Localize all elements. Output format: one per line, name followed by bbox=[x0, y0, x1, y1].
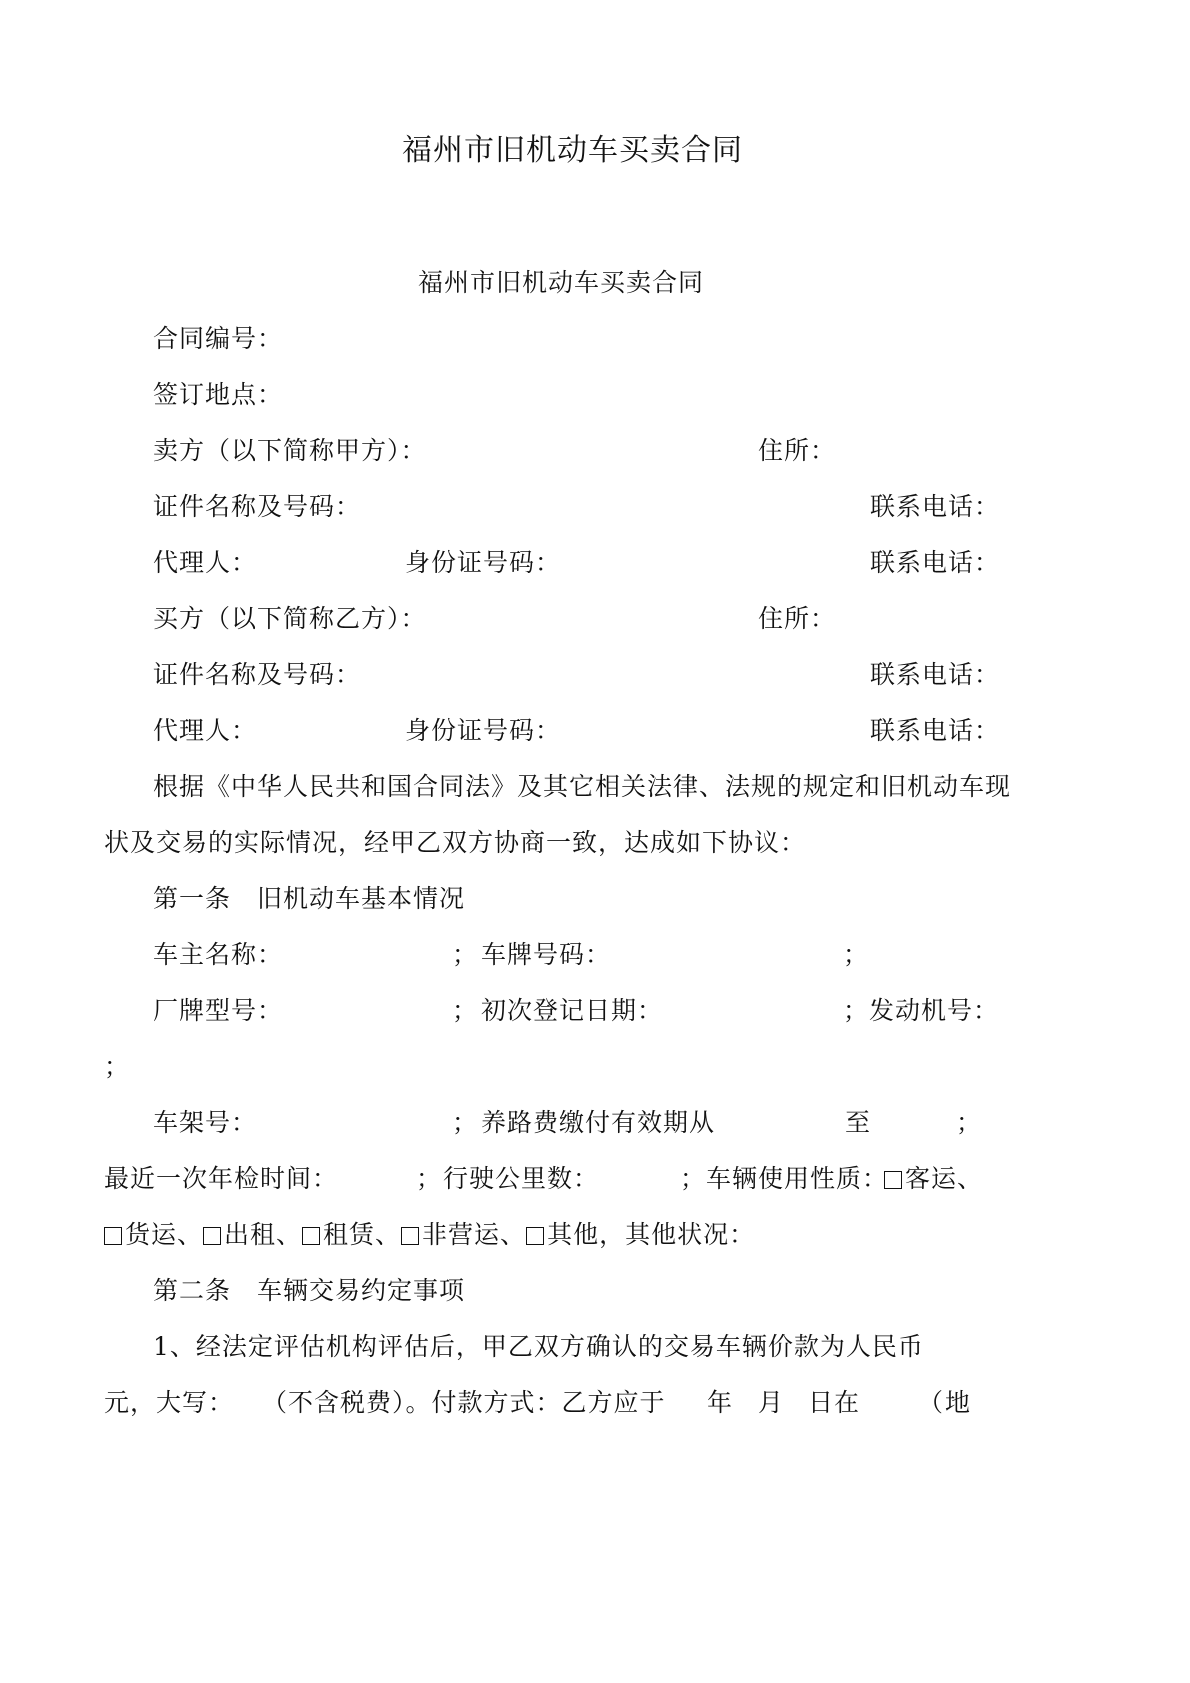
day-label: 日在 bbox=[808, 1388, 861, 1417]
sign-place-label: 签订地点： bbox=[153, 380, 284, 409]
seller-phone-label: 联系电话： bbox=[870, 492, 1001, 521]
document-title: 福州市旧机动车买卖合同 bbox=[402, 133, 743, 168]
contract-number-label: 合同编号： bbox=[153, 324, 284, 353]
usage-label: ；车辆使用性质： bbox=[680, 1164, 889, 1193]
usage-option-non-operating: 非营运、 bbox=[422, 1220, 527, 1249]
plate-number-label: 车牌号码： bbox=[481, 940, 612, 969]
buyer-agent-phone-label: 联系电话： bbox=[870, 716, 1001, 745]
buyer-address-label: 住所： bbox=[758, 604, 837, 633]
model-label: 厂牌型号： bbox=[153, 996, 284, 1025]
article-1-heading: 第一条 旧机动车基本情况 bbox=[153, 884, 466, 913]
month-label: 月 bbox=[758, 1388, 785, 1417]
vin-label: 车架号： bbox=[153, 1108, 258, 1137]
usage-option-freight: 货运、 bbox=[125, 1220, 204, 1249]
owner-name-label: 车主名称： bbox=[153, 940, 284, 969]
seller-address-label: 住所： bbox=[758, 436, 837, 465]
usage-option-taxi: 出租、 bbox=[224, 1220, 303, 1249]
separator: ； bbox=[452, 996, 479, 1025]
usage-option-other: 其他，其他状况： bbox=[547, 1220, 756, 1249]
usage-option-passenger: 客运、 bbox=[884, 1164, 983, 1194]
buyer-phone-label: 联系电话： bbox=[870, 660, 1001, 689]
preamble-line-1: 根据《中华人民共和国合同法》及其它相关法律、法规的规定和旧机动车现 bbox=[153, 772, 1012, 801]
open-paren: （ bbox=[918, 1388, 945, 1417]
separator: ； bbox=[956, 1108, 983, 1137]
year-label: 年 bbox=[707, 1388, 734, 1417]
separator: ； bbox=[452, 940, 479, 969]
document-subtitle: 福州市旧机动车买卖合同 bbox=[418, 268, 705, 297]
checkbox-icon bbox=[203, 1227, 221, 1245]
separator: ； bbox=[416, 1164, 443, 1193]
checkbox-icon bbox=[401, 1227, 419, 1245]
preamble-line-2: 状及交易的实际情况，经甲乙双方协商一致，达成如下协议： bbox=[104, 828, 807, 857]
seller-agent-id-label: 身份证号码： bbox=[405, 548, 562, 577]
road-fee-label: 养路费缴付有效期从 bbox=[481, 1108, 716, 1137]
price-yuan-label: 元，大写： bbox=[104, 1388, 235, 1417]
seller-id-doc-label: 证件名称及号码： bbox=[153, 492, 362, 521]
article-2-heading: 第二条 车辆交易约定事项 bbox=[153, 1276, 466, 1305]
last-inspection-label: 最近一次年检时间： bbox=[104, 1164, 339, 1193]
buyer-agent-id-label: 身份证号码： bbox=[405, 716, 562, 745]
checkbox-icon bbox=[104, 1227, 122, 1245]
separator: ； bbox=[452, 1108, 479, 1137]
payment-method-label: （不含税费）。付款方式：乙方应于 bbox=[262, 1388, 666, 1417]
usage-options-line bbox=[104, 1220, 755, 1250]
usage-option-lease: 租赁、 bbox=[323, 1220, 402, 1249]
seller-agent-label: 代理人： bbox=[153, 548, 258, 577]
first-registration-label: 初次登记日期： bbox=[481, 996, 664, 1025]
location-label: 地 bbox=[945, 1388, 972, 1417]
road-fee-to-label: 至 bbox=[845, 1108, 872, 1137]
checkbox-icon bbox=[884, 1171, 902, 1189]
checkbox-icon bbox=[302, 1227, 320, 1245]
mileage-label: 行驶公里数： bbox=[443, 1164, 600, 1193]
seller-agent-phone-label: 联系电话： bbox=[870, 548, 1001, 577]
seller-label: 卖方（以下简称甲方）： bbox=[153, 436, 427, 465]
article-2-item-1-line-1: 1、经法定评估机构评估后，甲乙双方确认的交易车辆价款为人民币 bbox=[153, 1332, 924, 1361]
separator: ； bbox=[104, 1052, 131, 1081]
separator: ； bbox=[843, 940, 870, 969]
buyer-label: 买方（以下简称乙方）： bbox=[153, 604, 427, 633]
buyer-id-doc-label: 证件名称及号码： bbox=[153, 660, 362, 689]
engine-number-label: ；发动机号： bbox=[843, 996, 1000, 1025]
checkbox-icon bbox=[526, 1227, 544, 1245]
buyer-agent-label: 代理人： bbox=[153, 716, 258, 745]
